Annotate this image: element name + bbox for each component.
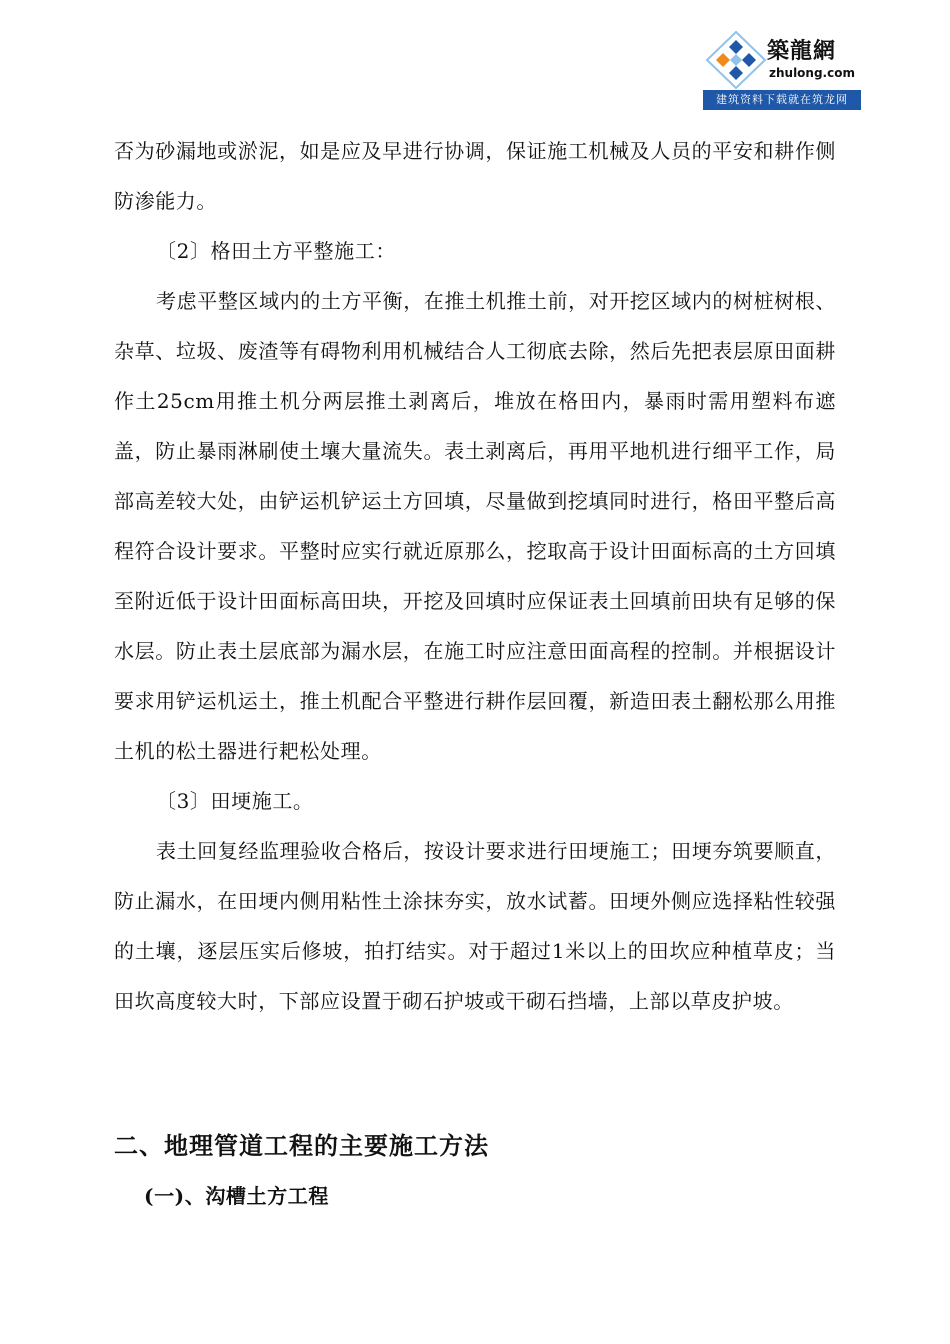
logo-name: 築龍網 <box>767 39 837 64</box>
paragraph-continuation: 否为砂漏地或淤泥，如是应及早进行协调，保证施工机械及人员的平安和耕作侧防渗能力。 <box>114 139 836 213</box>
section-heading: 二、地理管道工程的主要施工方法 <box>114 1131 489 1160</box>
item-heading-3: 〔3〕田埂施工。 <box>156 789 314 813</box>
paragraph-field-ridge: 表土回复经监理验收合格后，按设计要求进行田埂施工；田埂夯筑要顺直，防止漏水，在田埂内侧用粘性土涂抹夯实，放水试蓄。田埂外侧应选择粘性较强的土壤，逐层压实后修坡，拍打结实。对于超过1米以上的田坎应种植草皮；当田坎高度较大时，下部应设置于砌石护坡或干砌石挡墙，上部以草皮护坡。 <box>114 839 836 1013</box>
zhulong-watermark-logo <box>703 28 861 110</box>
logo-domain: zhulong.com <box>769 66 855 80</box>
subsection-heading: (一)、沟槽土方工程 <box>144 1184 329 1208</box>
logo-tagline: 建筑资料下载就在筑龙网 <box>703 90 861 110</box>
paragraph-land-leveling: 考虑平整区域内的土方平衡，在推土机推土前，对开挖区域内的树桩树根、杂草、垃圾、废渣等有碍物利用机械结合人工彻底去除，然后先把表层原田面耕作土25cm用推土机分两层推土剥离后，堆放在格田内，暴雨时需用塑料布遮盖，防止暴雨淋刷使土壤大量流失。表土剥离后，再用平地机进行细平工作，局部高差较大处，由铲运机铲运土方回填，尽量做到挖填同时进行，格田平整后高程符合设计要求。平整时应实行就近原那么，挖取高于设计田面标高的土方回填至附近低于设计田面标高田块，开挖及回填时应保证表土回填前田块有足够的保水层。防止表土层底部为漏水层，在施工时应注意田面高程的控制。并根据设计要求用铲运机运土，推土机配合平整进行耕作层回覆，新造田表土翻松那么用推土机的松土器进行耙松处理。 <box>114 289 836 763</box>
document-body <box>114 126 836 1026</box>
zhulong-logo-icon <box>705 30 767 90</box>
item-heading-2: 〔2〕格田土方平整施工： <box>156 239 396 263</box>
